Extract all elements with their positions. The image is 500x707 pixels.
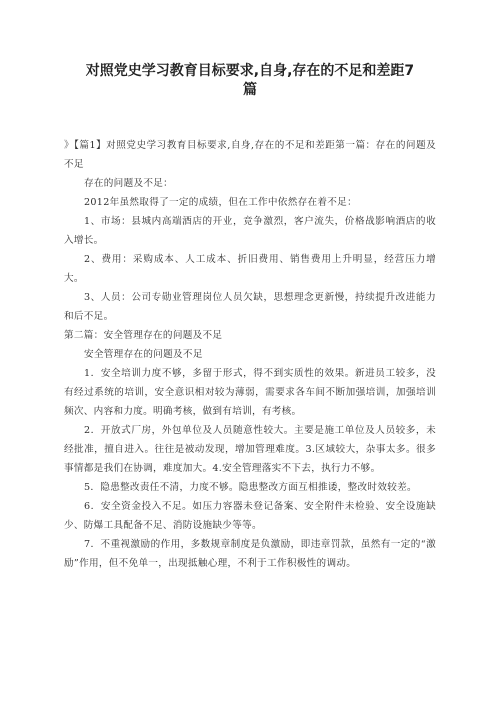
title-line-1: 对照党史学习教育目标要求,自身,存在的不足和差距7 — [85, 63, 415, 79]
paragraph: 7．不重视激励的作用，多数规章制度是负激励，即违章罚款，虽然有一定的“激励”作用，但不免单一，出现抵触心理，不利于工作积极性的调动。 — [64, 539, 436, 569]
paragraph: 1．安全培训力度不够，多留于形式，得不到实质性的效果。新进员工较多，没有经过系统的培训，安全意识相对较为薄弱，需要求各车间不断加强培训，加强培训频次、内容和力度。明确考核，做到有培训，有考核。 — [64, 368, 436, 417]
paragraph: 5．隐患整改责任不清，力度不够。隐患整改方面互相推诿，整改时效较差。 — [84, 482, 417, 493]
paragraph: 2．开放式厂房，外包单位及人员随意性较大。主要是施工单位及人员较多，未经批准，擅自进入。往往是被动发现，增加管理难度。3.区域较大，杂事太多。很多事情都是我们在协调，难度加大。4.安全管理落实不下去，执行力不够。 — [64, 425, 436, 474]
paragraph: 存在的问题及不足： — [84, 178, 174, 189]
paragraph: 2、费用：采购成本、人工成本、折旧费用、销售费用上升明显，经营压力增大。 — [64, 254, 436, 284]
title-line-2: 篇 — [243, 82, 257, 98]
paragraph: 3、人员：公司专勋业管理岗位人员欠缺，思想理念更新慢，持续提升改进能力和后不足。 — [64, 292, 436, 322]
paragraph: 》【篇1】对照党史学习教育目标要求,自身,存在的不足和差距第一篇：存在的问题及不足 — [64, 140, 436, 170]
document-title — [85, 62, 415, 100]
paragraph: 1、市场：县城内高端酒店的开业，竞争激烈，客户流失，价格战影响酒店的收入增长。 — [64, 216, 436, 246]
paragraph: 2012年虽然取得了一定的成绩，但在工作中依然存在着不足： — [84, 197, 357, 208]
document-body — [64, 136, 436, 573]
paragraph: 第二篇：安全管理存在的问题及不足 — [64, 330, 223, 341]
paragraph: 安全管理存在的问题及不足 — [84, 349, 203, 360]
paragraph: 6．安全资金投入不足。如压力容器未登记备案、安全附件未检验、安全设施缺少、防爆工具配备不足、消防设施缺少等等。 — [64, 501, 436, 531]
